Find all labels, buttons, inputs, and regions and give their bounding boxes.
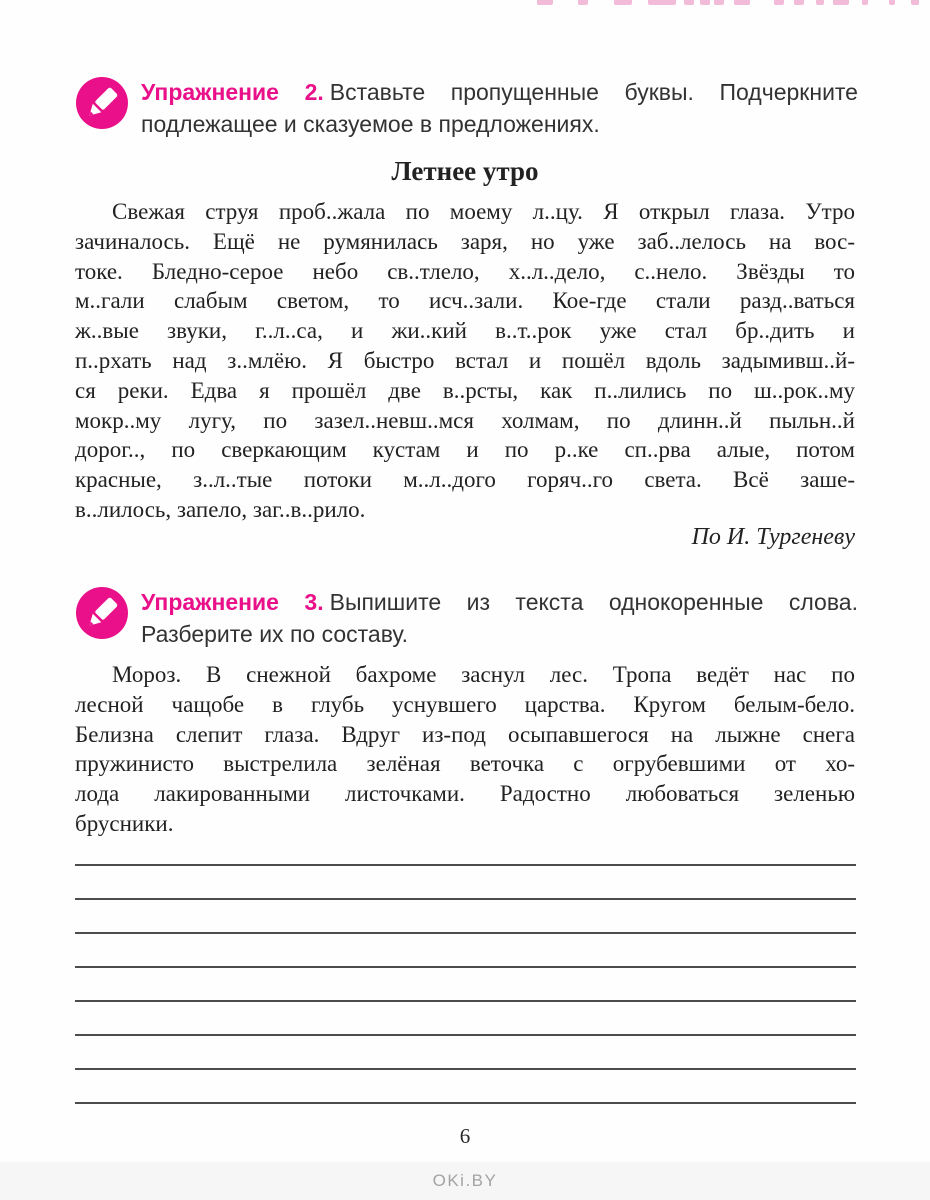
watermark-text: OKi.BY [432, 1171, 498, 1190]
exercise-2-instruction-text: Вставьте пропущенные буквы. Подчеркните подлежащее и сказуемое в предложениях. [141, 79, 858, 137]
writing-line [75, 900, 856, 934]
writing-line [75, 1002, 856, 1036]
pencil-icon [76, 77, 128, 129]
text-line: мокр..му лугу, по зазел..невш..мся холмам, по длинн..й пыльн..й [75, 407, 855, 433]
exercise-3-label: Упражнение 3. [141, 589, 324, 615]
text-line: токе. Бледно-серое небо св..тлело, х..л..дело, с..нело. Звёзды то [75, 258, 855, 284]
writing-line [75, 1070, 856, 1104]
exercise-3-header [75, 586, 858, 650]
attribution: По И. Тургеневу [691, 524, 855, 550]
text-line: ж..вые звуки, г..л..са, и жи..кий в..т..рок уже стал бр..дить и [75, 318, 855, 344]
writing-line [75, 934, 856, 968]
page-number: 6 [459, 1124, 471, 1148]
exercise-2-label: Упражнение 2. [141, 79, 324, 105]
writing-line [75, 1036, 856, 1070]
text-line: Свежая струя проб..жала по моему л..цу. Я открыл глаза. Утро [112, 199, 855, 224]
text-line: дорог.., по сверкающим кустам и по р..ке сп..рва алые, потом [75, 437, 855, 463]
text-line: брусники. [75, 810, 174, 836]
exercise-2-header [75, 76, 858, 140]
exercise-2-instruction [141, 76, 858, 140]
passage-title: Летнее утро [391, 156, 539, 186]
pencil-icon [76, 587, 128, 639]
exercise-3-instruction-text: Выпишите из текста однокоренные слова. Разберите их по составу. [141, 589, 858, 647]
passage-1-text [75, 197, 855, 525]
text-line: Мороз. В снежной бахроме заснул лес. Тропа ведёт нас по [112, 662, 855, 687]
text-line: лода лакированными листочками. Радостно любоваться зеленью [75, 781, 855, 807]
exercise-3-instruction [141, 586, 858, 650]
writing-line [75, 832, 856, 866]
writing-line [75, 866, 856, 900]
text-line: пружинисто выстрелила зелёная веточка с огрубевшими от хо- [75, 751, 855, 777]
text-line: п..рхать над з..млёю. Я быстро встал и пошёл вдоль задымивш..й- [75, 347, 855, 373]
text-line: Белизна слепит глаза. Вдруг из-под осыпавшегося на лыжне снега [75, 721, 855, 747]
writing-area [75, 832, 856, 1104]
watermark-band [0, 1162, 930, 1200]
text-line: лесной чащобе в глубь уснувшего царства. Кругом белым-бело. [75, 691, 855, 717]
writing-line [75, 968, 856, 1002]
text-line: м..гали слабым светом, то исч..зали. Кое-где стали разд..ваться [75, 288, 855, 314]
text-line: красные, з..л..тые потоки м..л..дого горяч..го света. Всё заше- [75, 467, 855, 493]
passage-2-text [75, 660, 855, 839]
text-line: зачиналось. Ещё не румянилась заря, но уже заб..лелось на вос- [75, 228, 855, 254]
text-line: ся реки. Едва я прошёл две в..рсты, как п..лились по ш..рок..му [75, 377, 855, 403]
text-line: в..лилось, запело, заг..в..рило. [75, 496, 366, 522]
